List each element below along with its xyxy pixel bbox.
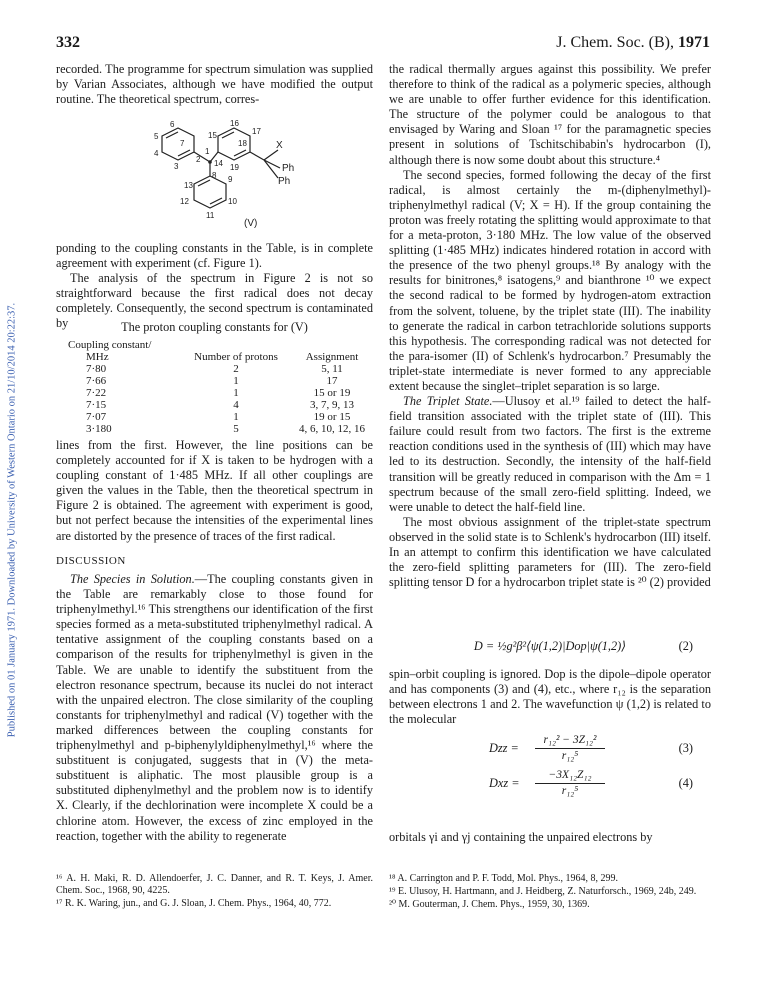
col-header: Number of protons <box>194 351 278 364</box>
structure-label: (V) <box>244 218 258 229</box>
fraction-numerator: r₁₂² − 3Z₁₂² <box>535 733 605 749</box>
run-in-title: The Species in Solution. <box>70 572 195 586</box>
table-row: 7·22 1 15 or 19 <box>86 387 351 400</box>
atom-label: 1 <box>205 147 210 156</box>
table-row: 7·80 2 5, 11 <box>86 363 343 376</box>
left-para-4: lines from the first. However, the line positions can be completely accounted for if X is taken to be hydrogen with a coupling constant of 1·485 MHz. If all other couplings are given the values in the Table, then the theoretical spectrum in Figure 2 is obtained. The agreement with experiment is good, but not perfect because the intensities of the experimental lines are distorted by the presence of traces of the first radical. <box>56 438 373 543</box>
table-row: 3·180 5 4, 6, 10, 12, 16 <box>86 423 365 436</box>
paragraph-text: —The coupling constants given in the Table are remarkably close to those found for triphenylmethyl.¹⁶ This strengthens our identification of the first species formed as a meta-substituted triphenylmethyl radical. A tentative assignment of the coupling constants based on a comparison of the results for triphenylmethyl is given in the Table. We are unable to identify the substituent from the electron resonance spectrum, because its nuclei do not interact with the unpaired electron. The close similarity of the coupling constants for triphenylmethyl and radical (V) together with the marked differences between the coupling constants for triphenylmethyl and p-biphenylyldiphenylmethyl,¹⁶ where the substituent is conjugated, suggests that in (V) the meta-substituent is aliphatic. The most plausible group is a substituted diphenylmethyl and the problem now is to identify X. Clearly, if the dechlorination were incomplete X could be a chlorine atom. However, the excess of zinc employed in the reaction, together with the ability to regenerate <box>56 572 373 843</box>
equation-4 <box>389 768 711 802</box>
atom-label: 18 <box>238 139 247 148</box>
col-header: MHz <box>86 351 109 364</box>
equation-number: (4) <box>678 776 693 790</box>
equation-number: (2) <box>678 639 693 653</box>
atom-label: 17 <box>252 127 261 136</box>
atom-label: 3 <box>174 162 179 171</box>
journal-name: J. Chem. Soc. (B), <box>556 34 674 51</box>
atom-label: 11 <box>206 211 215 220</box>
table-row: 7·15 4 3, 7, 9, 13 <box>86 399 354 412</box>
atom-label: 10 <box>228 197 237 206</box>
atom-label: 19 <box>230 163 239 172</box>
paragraph-text: —Ulusoy et al.¹⁹ failed to detect the half-field transition associated with the triplet state of (III). This failure could result from two factors. The first is the extreme reaction conditions used in the synthesis of (III) which may have led to its destruction. Secondly, the intensity of the half-field transition will be greatly reduced in comparison with the Δm = 1 spectrum because of the small zero-field splitting. Indeed, we were unable to detect the half-field line. <box>389 394 711 514</box>
equation-body: D = ½g²β²⟨ψ(1,2)|Dop|ψ(1,2)⟩ <box>473 639 627 653</box>
equation-lhs: Dxz = <box>489 776 520 790</box>
atom-label: 14 <box>214 159 223 168</box>
phenyl-label: Ph <box>282 163 295 174</box>
atom-label: 15 <box>208 131 217 140</box>
equation-number: (3) <box>678 741 693 755</box>
table-header-row <box>56 339 373 363</box>
journal-header <box>556 34 710 52</box>
table-row: 7·66 1 17 <box>86 375 338 388</box>
atom-label: 2 <box>196 155 201 164</box>
col-header: Coupling constant/ <box>68 339 152 352</box>
equation-lhs: Dzz = <box>489 741 519 755</box>
fraction-numerator: −3X₁₂Z₁₂ <box>535 768 605 784</box>
page-number: 332 <box>56 34 80 51</box>
substituent-x: X <box>276 140 283 151</box>
footnote: ¹⁹ E. Ulusoy, H. Hartmann, and J. Heidberg, Z. Naturforsch., 1969, 24b, 249. <box>389 886 697 897</box>
radical-dot <box>208 160 212 164</box>
download-watermark-text[interactable]: Published on 01 January 1971. Downloaded by University of Western Ontario on 21/10/2014 20:22:37. <box>6 302 18 738</box>
fraction-denominator: r₁₂⁵ <box>561 750 579 763</box>
atom-label: 13 <box>184 181 193 190</box>
run-in-title: The Triplet State. <box>403 394 493 409</box>
footnote: ¹⁶ A. H. Maki, R. D. Allendoerfer, J. C. Danner, and R. T. Keys, J. Amer. Chem. Soc., 1968, 90, 4225. <box>56 873 373 896</box>
equation-2 <box>389 639 711 659</box>
footnote: ¹⁷ R. K. Waring, jun., and G. J. Sloan, J. Chem. Phys., 1964, 40, 772. <box>56 898 332 909</box>
atom-label: 7 <box>180 139 185 148</box>
atom-label: 8 <box>212 171 217 180</box>
right-footnotes <box>389 873 711 912</box>
right-para-6: orbitals γi and γj containing the unpaired electrons by <box>389 830 653 844</box>
phenyl-label: Ph <box>278 176 291 187</box>
fraction-denominator: r₁₂⁵ <box>561 785 579 798</box>
table-title: The proton coupling constants for (V) <box>121 320 308 334</box>
table-row: 7·07 1 19 or 15 <box>86 411 351 424</box>
left-footnotes <box>56 873 373 911</box>
journal-year: 1971 <box>678 34 710 51</box>
atom-label: 5 <box>154 132 159 141</box>
atom-label: 9 <box>228 175 233 184</box>
left-para-1: recorded. The programme for spectrum simulation was supplied by Varian Associates, although we have modified the output routine. The theoretical spectrum, corres- <box>56 62 373 107</box>
col-header: Assignment <box>305 351 359 364</box>
atom-label: 16 <box>230 119 239 128</box>
right-para-1: the radical thermally argues against this possibility. We prefer therefore to think of the radical as a polymeric species, although we are unable to offer further evidence for this identification. The structure of the polymer could be analogous to that envisaged by Waring and Sloan ¹⁷ for the paramagnetic species present in solutions of Tschitschibabin's hydrocarbon (I), although there is now some doubt about this structure.⁴ The second species, formed following the decay of the first radical, is almost certainly the m-(diphenylmethyl)-triphenylmethyl radical (V; X = H). If the group containing the proton was freely rotating the splitting would approximate to that for a meta-proton, 3·180 MHz. The low value of the observed splitting (1·485 MHz) indicates hindered rotation in accord with the presence of the two phenyl groups.¹⁸ By analogy with the results for binitrones,⁸ isatogens,⁹ and bianthrone ¹⁰ we expect the second radical to be formed by hydrogen-atom extraction from the solvent, toluene, by the triplet state (III). The inability to generate the radical in carbon tetrachloride solutions supports this hypothesis. The corresponding radical was not detected for the para-isomer (II) of Schlenk's hydrocarbon.⁷ Presumably the triplet-state intermediate is never formed to any appreciable extent because the singlet–triplet separation is so large. The Triplet State.—Ulusoy et al.¹⁹ failed to detect the half-field transition associated with the triplet state of (III). This failure could result from two factors. The first is the extreme reaction conditions used in the synthesis of (III) which may have led to its destruction. Secondly, the intensity of the half-field transition will be greatly reduced in comparison with the Δm = 1 spectrum because of the small zero-field splitting. Indeed, we were unable to detect the half-field line. The most obvious assignment of the triplet-state spectrum observed in the solid state is to Schlenk's hydrocarbon (III) itself. In an attempt to confirm this identification we have calculated the zero-field splitting parameters for (III). The zero-field splitting tensor D for a hydrocarbon triplet state is ²⁰ (2) provided <box>389 62 711 590</box>
download-watermark[interactable] <box>2 120 22 920</box>
left-para-5 <box>56 572 373 844</box>
coupling-table <box>56 320 373 435</box>
section-heading-discussion: DISCUSSION <box>56 555 126 567</box>
atom-label: 4 <box>154 149 159 158</box>
right-para-5: spin–orbit coupling is ignored. Dop is the dipole–dipole operator and has components (3) and (4), etc., where r₁₂ is the separation between electrons 1 and 2. The wavefunction ψ (1,2) is related to the molecular <box>389 667 711 727</box>
equation-3 <box>389 733 711 767</box>
chemical-structure <box>140 118 300 236</box>
footnote: ¹⁸ A. Carrington and P. F. Todd, Mol. Phys., 1964, 8, 299. <box>389 873 618 884</box>
left-para-2: ponding to the coupling constants in the Table, is in complete agreement with experiment (cf. Figure 1). The analysis of the spectrum in Figure 2 is not so straightforward because the first radical does not decay completely. Consequently, the second spectrum is contaminated by <box>56 241 373 331</box>
footnote: ²⁰ M. Gouterman, J. Chem. Phys., 1959, 30, 1369. <box>389 899 590 910</box>
atom-label: 6 <box>170 120 175 129</box>
atom-label: 12 <box>180 197 189 206</box>
